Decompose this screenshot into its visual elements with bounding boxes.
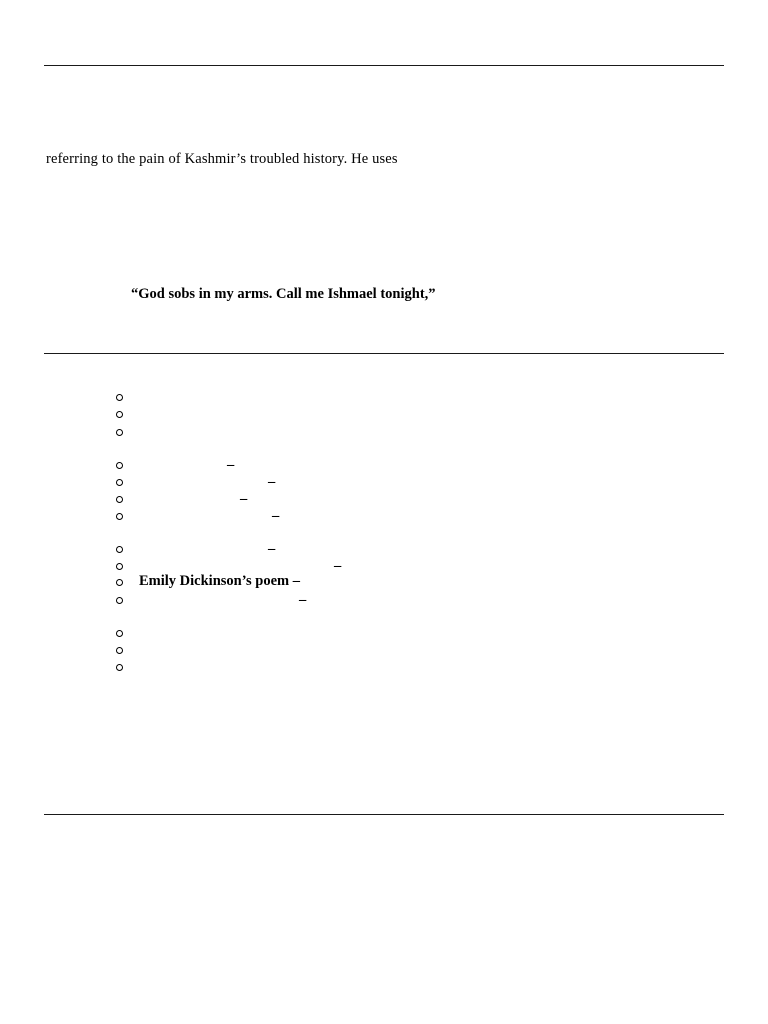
- horizontal-rule-middle: [44, 353, 724, 354]
- horizontal-rule-top: [44, 65, 724, 66]
- list-bullet: [116, 579, 123, 586]
- list-bullet: [116, 630, 123, 637]
- list-bullet: [116, 394, 123, 401]
- list-bullet: [116, 479, 123, 486]
- list-item-dash: –: [272, 508, 280, 524]
- list-bullet: [116, 597, 123, 604]
- horizontal-rule-bottom: [44, 814, 724, 815]
- list-bullet: [116, 546, 123, 553]
- list-bullet: [116, 496, 123, 503]
- list-bullet: [116, 664, 123, 671]
- list-item-dash: –: [240, 491, 248, 507]
- paragraph-line: referring to the pain of Kashmir’s troubled history. He uses: [46, 151, 398, 167]
- list-bullet: [116, 647, 123, 654]
- list-bullet: [116, 411, 123, 418]
- list-item-dash: –: [227, 457, 235, 473]
- list-bullet: [116, 462, 123, 469]
- quote-line: “God sobs in my arms. Call me Ishmael tonight,”: [131, 286, 436, 302]
- list-item-dash: –: [334, 558, 342, 574]
- list-bullet: [116, 513, 123, 520]
- list-bullet: [116, 429, 123, 436]
- list-item-dash: –: [299, 592, 307, 608]
- list-item-emily-dickinson: Emily Dickinson’s poem –: [139, 573, 300, 589]
- list-item-dash: –: [268, 474, 276, 490]
- list-bullet: [116, 563, 123, 570]
- list-item-dash: –: [268, 541, 276, 557]
